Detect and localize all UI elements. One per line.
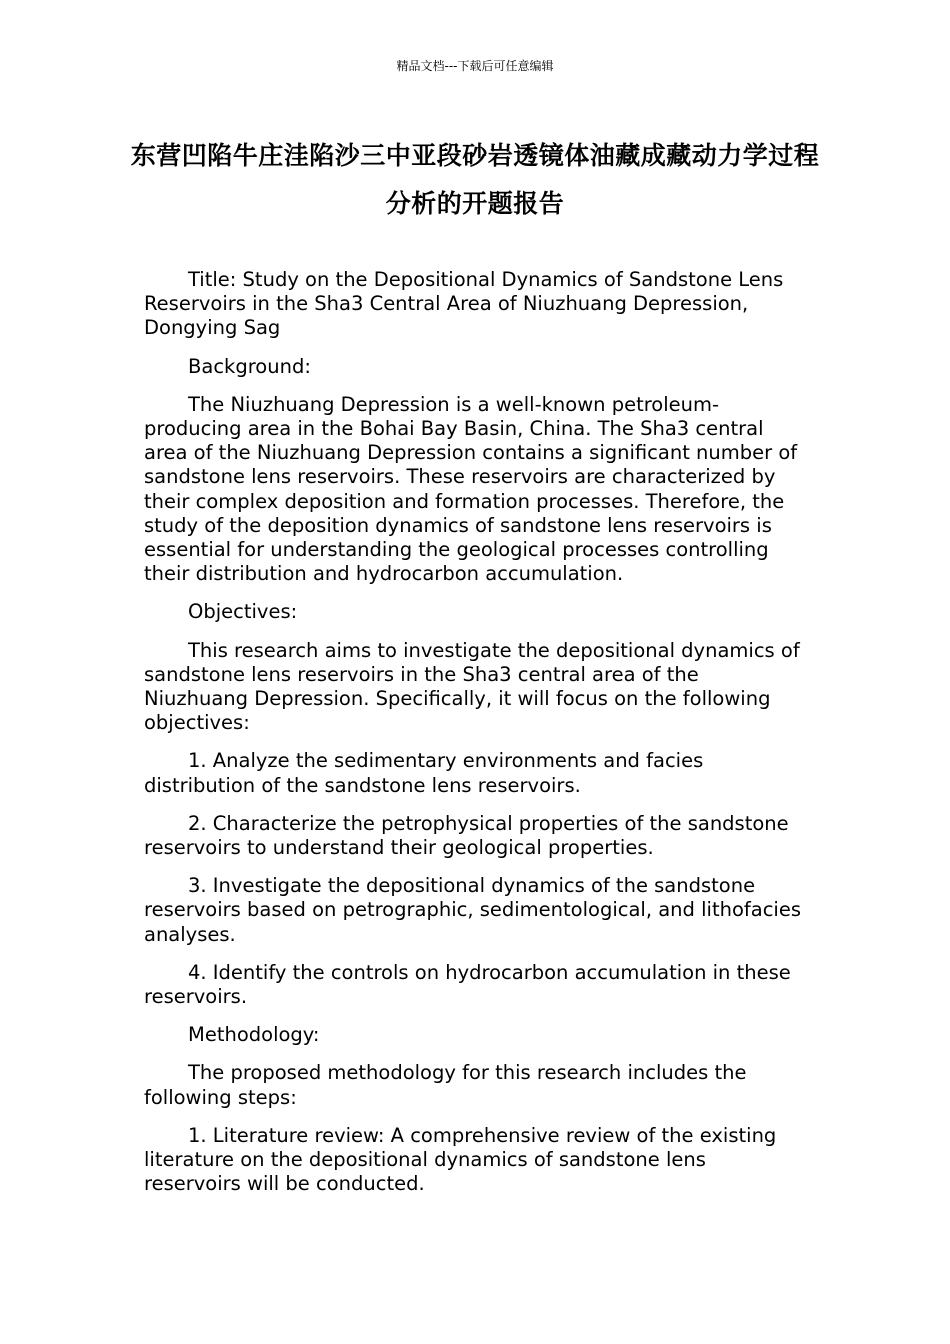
- heading-methodology: Methodology:: [188, 1023, 320, 1047]
- paragraph-title: Title: Study on the Depositional Dynamics of Sandstone Lens Reservoirs in the Sha3 Central Area of Niuzhuang Depression, Dongying Sag: [144, 268, 784, 340]
- objective-item-4: 4. Identify the controls on hydrocarbon accumulation in these reservoirs.: [144, 960, 791, 1009]
- methodology-item-1: 1. Literature review: A comprehensive review of the existing literature on the depositional dynamics of sandstone lens reservoirs will be conducted.: [144, 1123, 777, 1196]
- objective-item-2: 2. Characterize the petrophysical properties of the sandstone reservoirs to understand their geological properties.: [144, 811, 789, 860]
- objective-item-1: 1. Analyze the sedimentary environments and facies distribution of the sandstone lens reservoirs.: [144, 749, 704, 797]
- heading-objectives: Objectives:: [188, 600, 298, 624]
- objective-item-3: 3. Investigate the depositional dynamics of the sandstone reservoirs based on petrographic, sedimentological, and lithofacies analyses.: [144, 874, 802, 946]
- paragraph-methodology-intro: The proposed methodology for this research includes the following steps:: [144, 1061, 747, 1109]
- page-header-note: 精品文档---下载后可任意编辑: [396, 59, 554, 73]
- heading-background: Background:: [188, 354, 311, 378]
- document-title: 东营凹陷牛庄洼陷沙三中亚段砂岩透镜体油藏成藏动力学过程分析的开题报告: [130, 141, 820, 218]
- document-body: [144, 268, 808, 1211]
- paragraph-objectives-intro: This research aims to investigate the depositional dynamics of sandstone lens reservoirs in the Sha3 central area of the Niuzhuang Depression. Specifically, it will focus on the following objectives:: [144, 638, 800, 735]
- paragraph-background: The Niuzhuang Depression is a well-known petroleum-producing area in the Bohai Bay Basin, China. The Sha3 central area of the Niuzhuang Depression contains a significant number of sandstone lens reservoirs. These reservoirs are characterized by their complex deposition and formation processes. Therefore, the study of the deposition dynamics of sandstone lens reservoirs is essential for understanding the geological processes controlling their distribution and hydrocarbon accumulation.: [144, 392, 798, 586]
